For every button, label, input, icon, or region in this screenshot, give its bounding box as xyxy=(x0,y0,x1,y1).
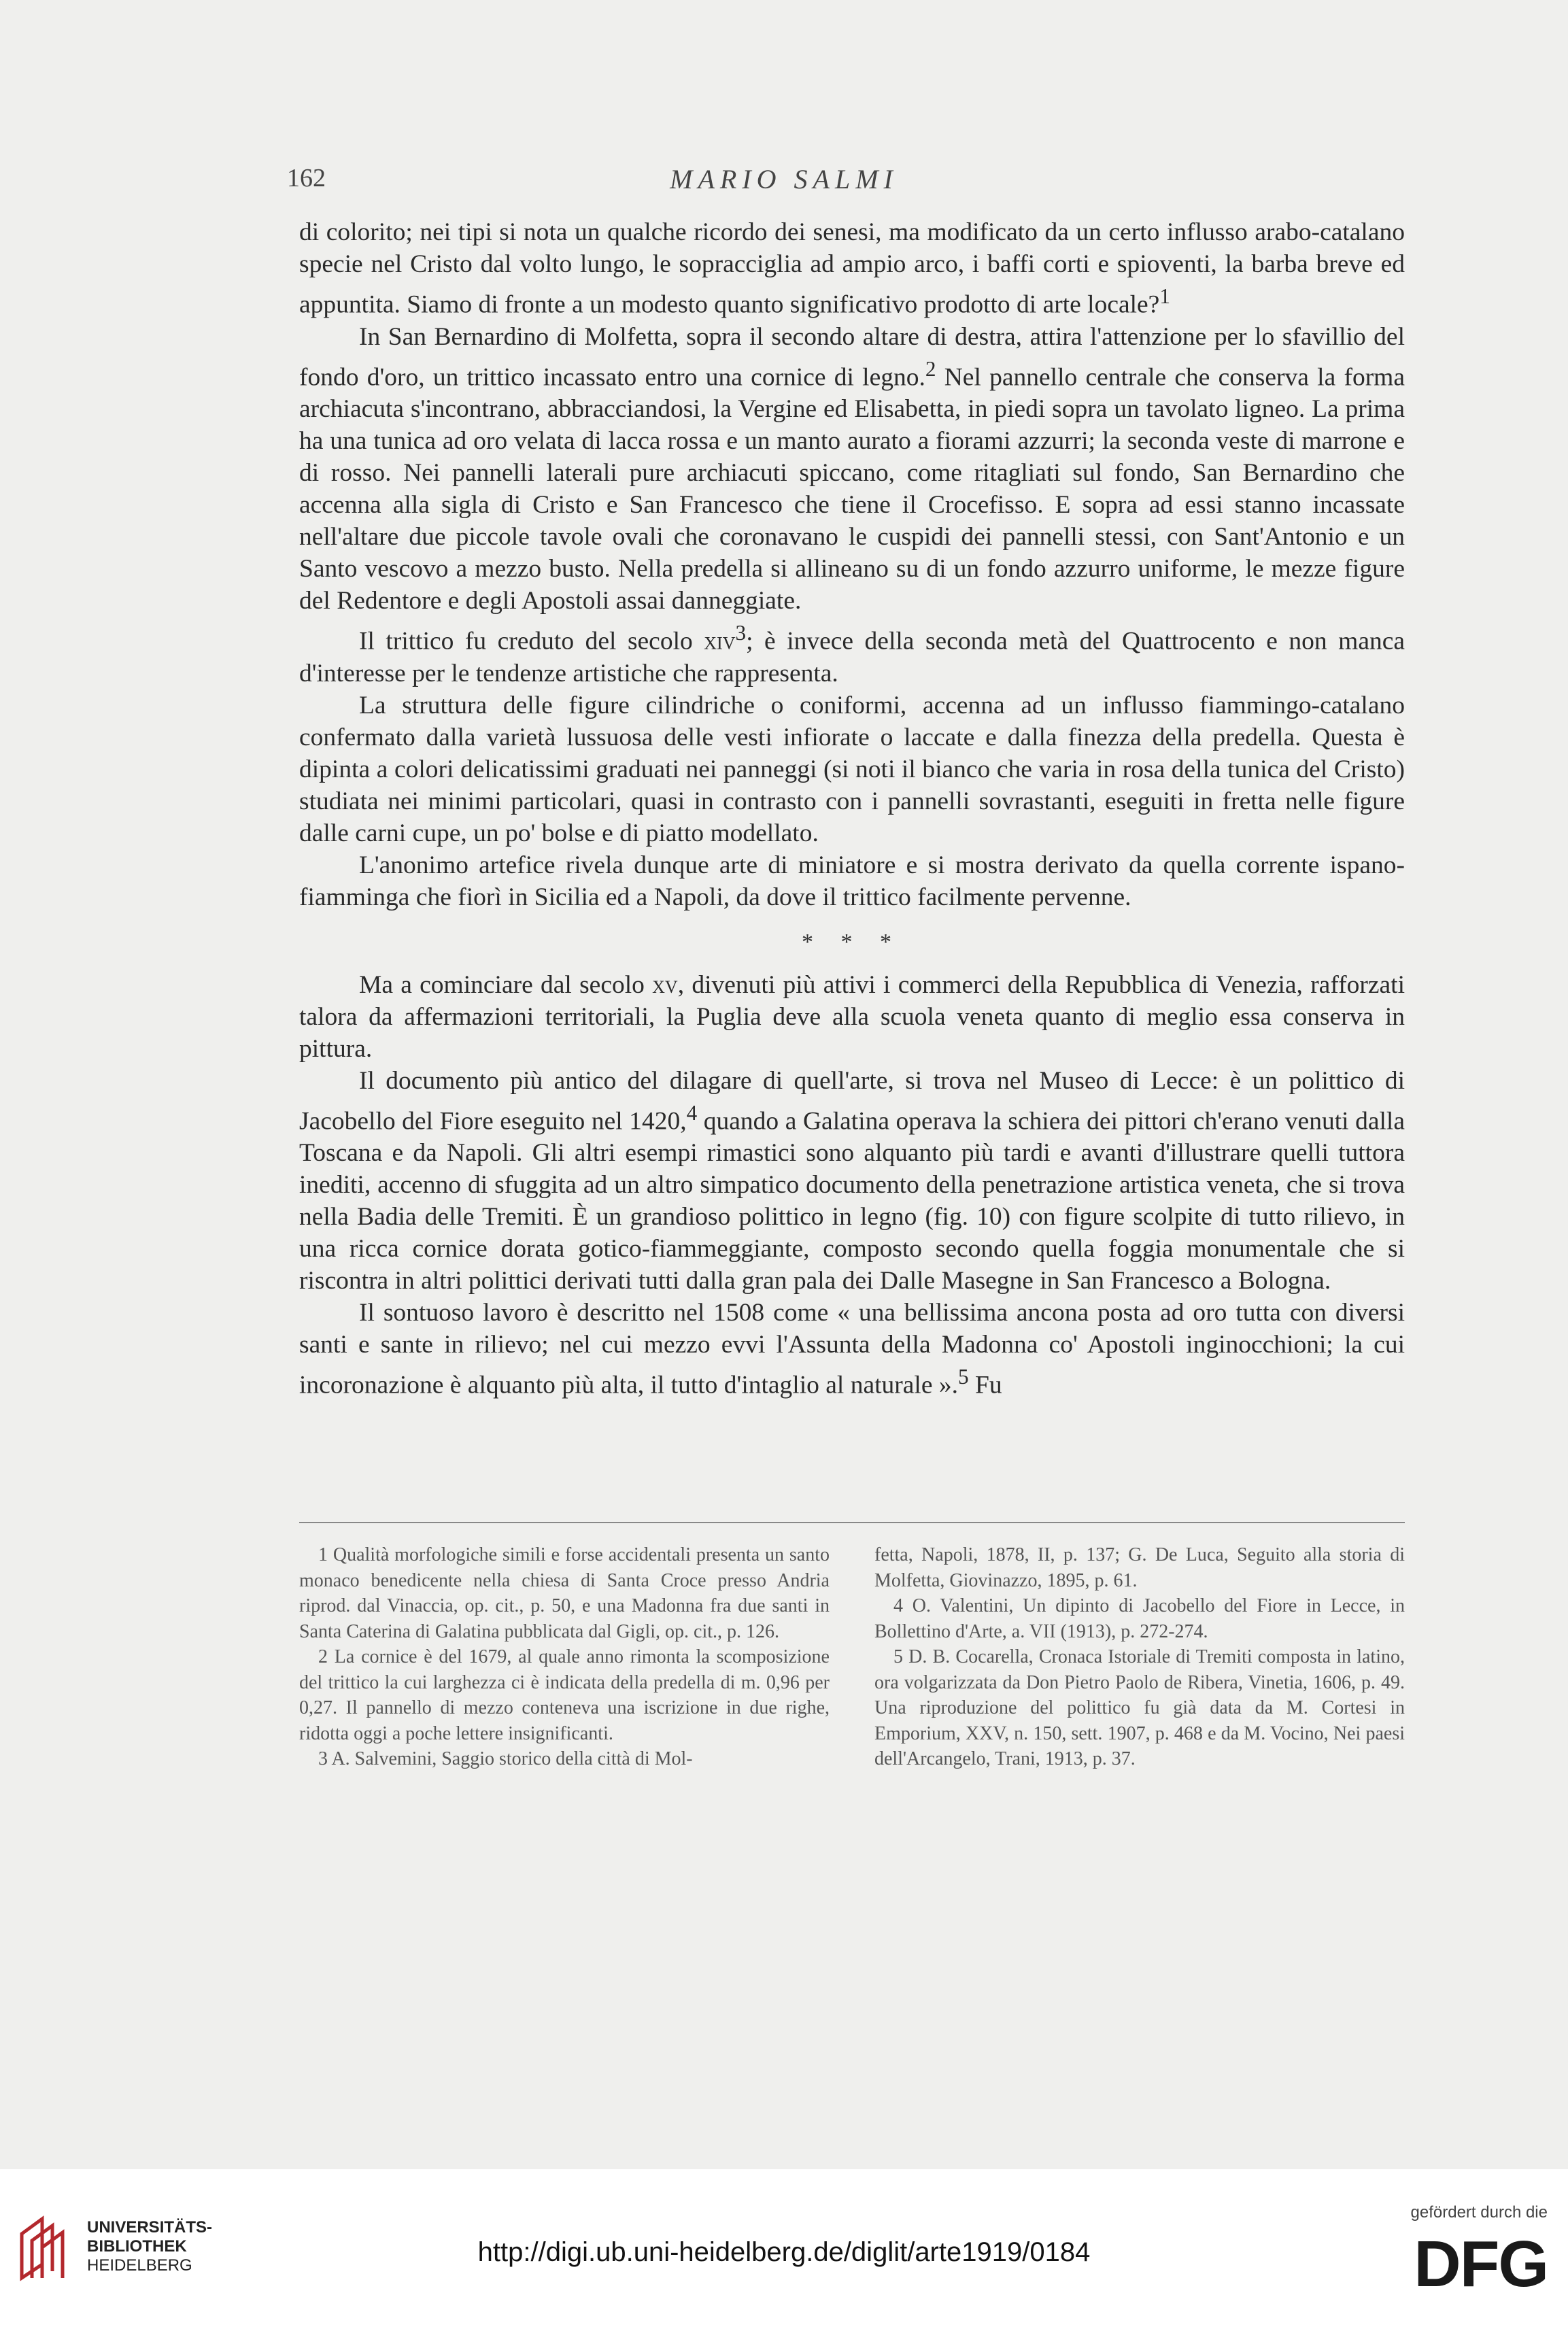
library-name-line: HEIDELBERG xyxy=(87,2256,192,2275)
page-number: 162 xyxy=(287,164,326,192)
footnote: 1 Qualità morfologiche simili e forse accidentali presenta un santo monaco benedicente nella chiesa di Santa Croce presso Andria riprod. dal Vinaccia, op. cit., p. 50, e una Madonna fra due santi in Santa Caterina di Galatina pubblicata dal Gigli, op. cit., p. 126. xyxy=(299,1544,830,1642)
footnote: 4 O. Valentini, Un dipinto di Jacobello del Fiore in Lecce, in Bollettino d'Arte, a. VII (1913), p. 272-274. xyxy=(874,1595,1405,1642)
footnotes-right-column xyxy=(874,1542,1405,1772)
library-name-line: BIBLIOTHEK xyxy=(87,2237,187,2256)
section-separator: * * * xyxy=(802,929,902,955)
paragraph-text: Il sontuoso lavoro è descritto nel 1508 come « una bellissima ancona posta ad oro tutta con diversi santi e sante in rilievo; nel cui mezzo evvi l'Assunta della Madonna co' Apostoli inginocchioni; la cui incoronazione è alquanto più alta, il tutto d'intaglio al naturale ». xyxy=(299,1299,1405,1399)
footnote-ref: 3 xyxy=(735,621,747,645)
dfg-logo: DFG xyxy=(1414,2228,1548,2300)
footnote: 2 La cornice è del 1679, al quale anno rimonta la scomposizione del trittico la cui larghezza ci è indicata della predella di m. 0,96 per 0,27. Il pannello di mezzo conteneva una iscrizione in due righe, ridotta oggi a poche lettere insignificanti. xyxy=(299,1646,830,1744)
paragraph-text: ; è invece della seconda metà del Quattrocento e non manca d'interesse per le tendenze artistiche che rappresenta. xyxy=(299,627,1405,687)
paragraph-text: , divenuti più attivi i commerci della Repubblica di Venezia, rafforzati talora da affermazioni territoriali, la Puglia deve alla scuola veneta quanto di meglio essa conserva in pittura. xyxy=(299,970,1405,1063)
paragraph xyxy=(299,216,1405,321)
paragraph: La struttura delle figure cilindriche o coniformi, accenna ad un influsso fiammingo-catalano confermato dalla varietà lussuosa delle vesti infiorate o laccate e dalla finezza della predella. Questa è dipinta a colori delicatissimi graduati nei panneggi (si noti il bianco che varia in rosa della tunica del Cristo) studiata nei minimi particolari, quasi in contrasto con i pannelli sovrastanti, eseguiti in fretta nelle figure dalle carni cupe, un po' bolse e di piatto modellato. xyxy=(299,691,1405,847)
body-text xyxy=(299,216,1405,1401)
paragraph-text: Ma a cominciare dal secolo xyxy=(359,970,653,999)
footnote-ref: 5 xyxy=(957,1365,969,1389)
library-name-line: UNIVERSITÄTS- xyxy=(87,2218,213,2237)
footnotes xyxy=(299,1542,1405,1772)
footnote-ref: 4 xyxy=(686,1100,698,1125)
paragraph xyxy=(299,969,1405,1065)
paragraph xyxy=(299,321,1405,617)
paragraph-text: Fu xyxy=(968,1371,1002,1399)
footnote-ref: 1 xyxy=(1159,284,1170,308)
running-head: MARIO SALMI xyxy=(670,164,898,194)
paragraph-text: quando a Galatina operava la schiera dei pittori ch'erano venuti dalla Toscana e da Napoli. Gli altri esempi rimastici sono alquanto più tardi e avanti d'illustrare quelli tuttora inediti, accenno di sfuggita ad un altro simpatico documento della penetrazione artistica veneta, che si trova nella Badia delle Tremiti. È un grandioso polittico in legno (fig. 10) con figure scolpite di tutto rilievo, in una ricca cornice dorata gotico-fiammeggiante, composto secondo quella foggia monumentale che si riscontra in altri polittici derivati tutti dalla gran pala dei Dalle Masegne in San Francesco a Bologna. xyxy=(299,1107,1405,1295)
footnote: 3 A. Salvemini, Saggio storico della città di Mol- xyxy=(318,1748,693,1769)
footnote-rule xyxy=(299,1522,1405,1523)
page-header xyxy=(0,163,1568,204)
paragraph-text: Il trittico fu creduto del secolo xyxy=(359,627,704,656)
footnotes-left-column xyxy=(299,1542,830,1772)
paragraph xyxy=(299,1065,1405,1297)
paragraph-text: Il documento più antico del dilagare di quell'arte, si trova nel Museo di Lecce: è un polittico di Jacobello del Fiore eseguito nel 1420, xyxy=(299,1066,1405,1135)
footnote-ref: 2 xyxy=(925,356,936,381)
permalink-url[interactable]: http://digi.ub.uni-heidelberg.de/diglit/arte1919/0184 xyxy=(477,2237,1091,2267)
footnote: 5 D. B. Cocarella, Cronaca Istoriale di Tremiti composta in latino, ora volgarizzata da Don Pietro Paolo de Ribera, Vinetia, 1606, p. 49. Una riproduzione del polittico fu già data da M. Cortesi in Emporium, XXV, n. 150, sett. 1907, p. 468 e da M. Vocino, Nei paesi dell'Arcangelo, Trani, 1913, p. 37. xyxy=(874,1646,1405,1769)
paragraph-text: In San Bernardino di Molfetta, sopra il secondo altare di destra, attira l'attenzione per lo sfavillio del fondo d'oro, un trittico incassato entro una cornice di legno. xyxy=(299,322,1405,391)
paragraph: L'anonimo artefice rivela dunque arte di miniatore e si mostra derivato da quella corrente ispano-fiamminga che fiorì in Sicilia ed a Napoli, da dove il trittico facilmente pervenne. xyxy=(299,851,1405,911)
century-label: xiv xyxy=(704,627,736,656)
paragraph xyxy=(299,1297,1405,1401)
paragraph-text: di colorito; nei tipi si nota un qualche ricordo dei senesi, ma modificato da un certo influsso arabo-catalano specie nel Cristo dal volto lungo, le sopracciglia ad ampio arco, i baffi corti e spioventi, la barba breve ed appuntita. Siamo di fronte a un modesto quanto significativo prodotto di arte locale? xyxy=(299,218,1405,319)
funding-label: gefördert durch die xyxy=(1410,2203,1548,2222)
paragraph xyxy=(299,617,1405,690)
paragraph-text: Nel pannello centrale che conserva la forma archiacuta s'incontrano, abbracciandosi, la Vergine ed Elisabetta, in piedi sopra un tavolato ligneo. La prima ha una tunica ad oro velata di lacca rossa e un manto aurato a fiorami azzurri; la seconda veste di marrone e di rosso. Nei pannelli laterali pure archiacuti spiccano, come ritagliati sul fondo, San Bernardino che accenna alla sigla di Cristo e San Francesco che tiene il Crocefisso. E sopra ad essi stanno incassate nell'altare due piccole tavole ovali che coronavano le cuspidi dei pannelli stessi, con Sant'Antonio e un Santo vescovo a mezzo busto. Nella predella si allineano su di un fondo azzurro uniforme, le mezze figure del Redentore e degli Apostoli assai danneggiate. xyxy=(299,363,1405,615)
footnote: fetta, Napoli, 1878, II, p. 137; G. De Luca, Seguito alla storia di Molfetta, Giovinazzo, 1895, p. 61. xyxy=(874,1544,1405,1591)
century-label: xv xyxy=(652,970,678,999)
